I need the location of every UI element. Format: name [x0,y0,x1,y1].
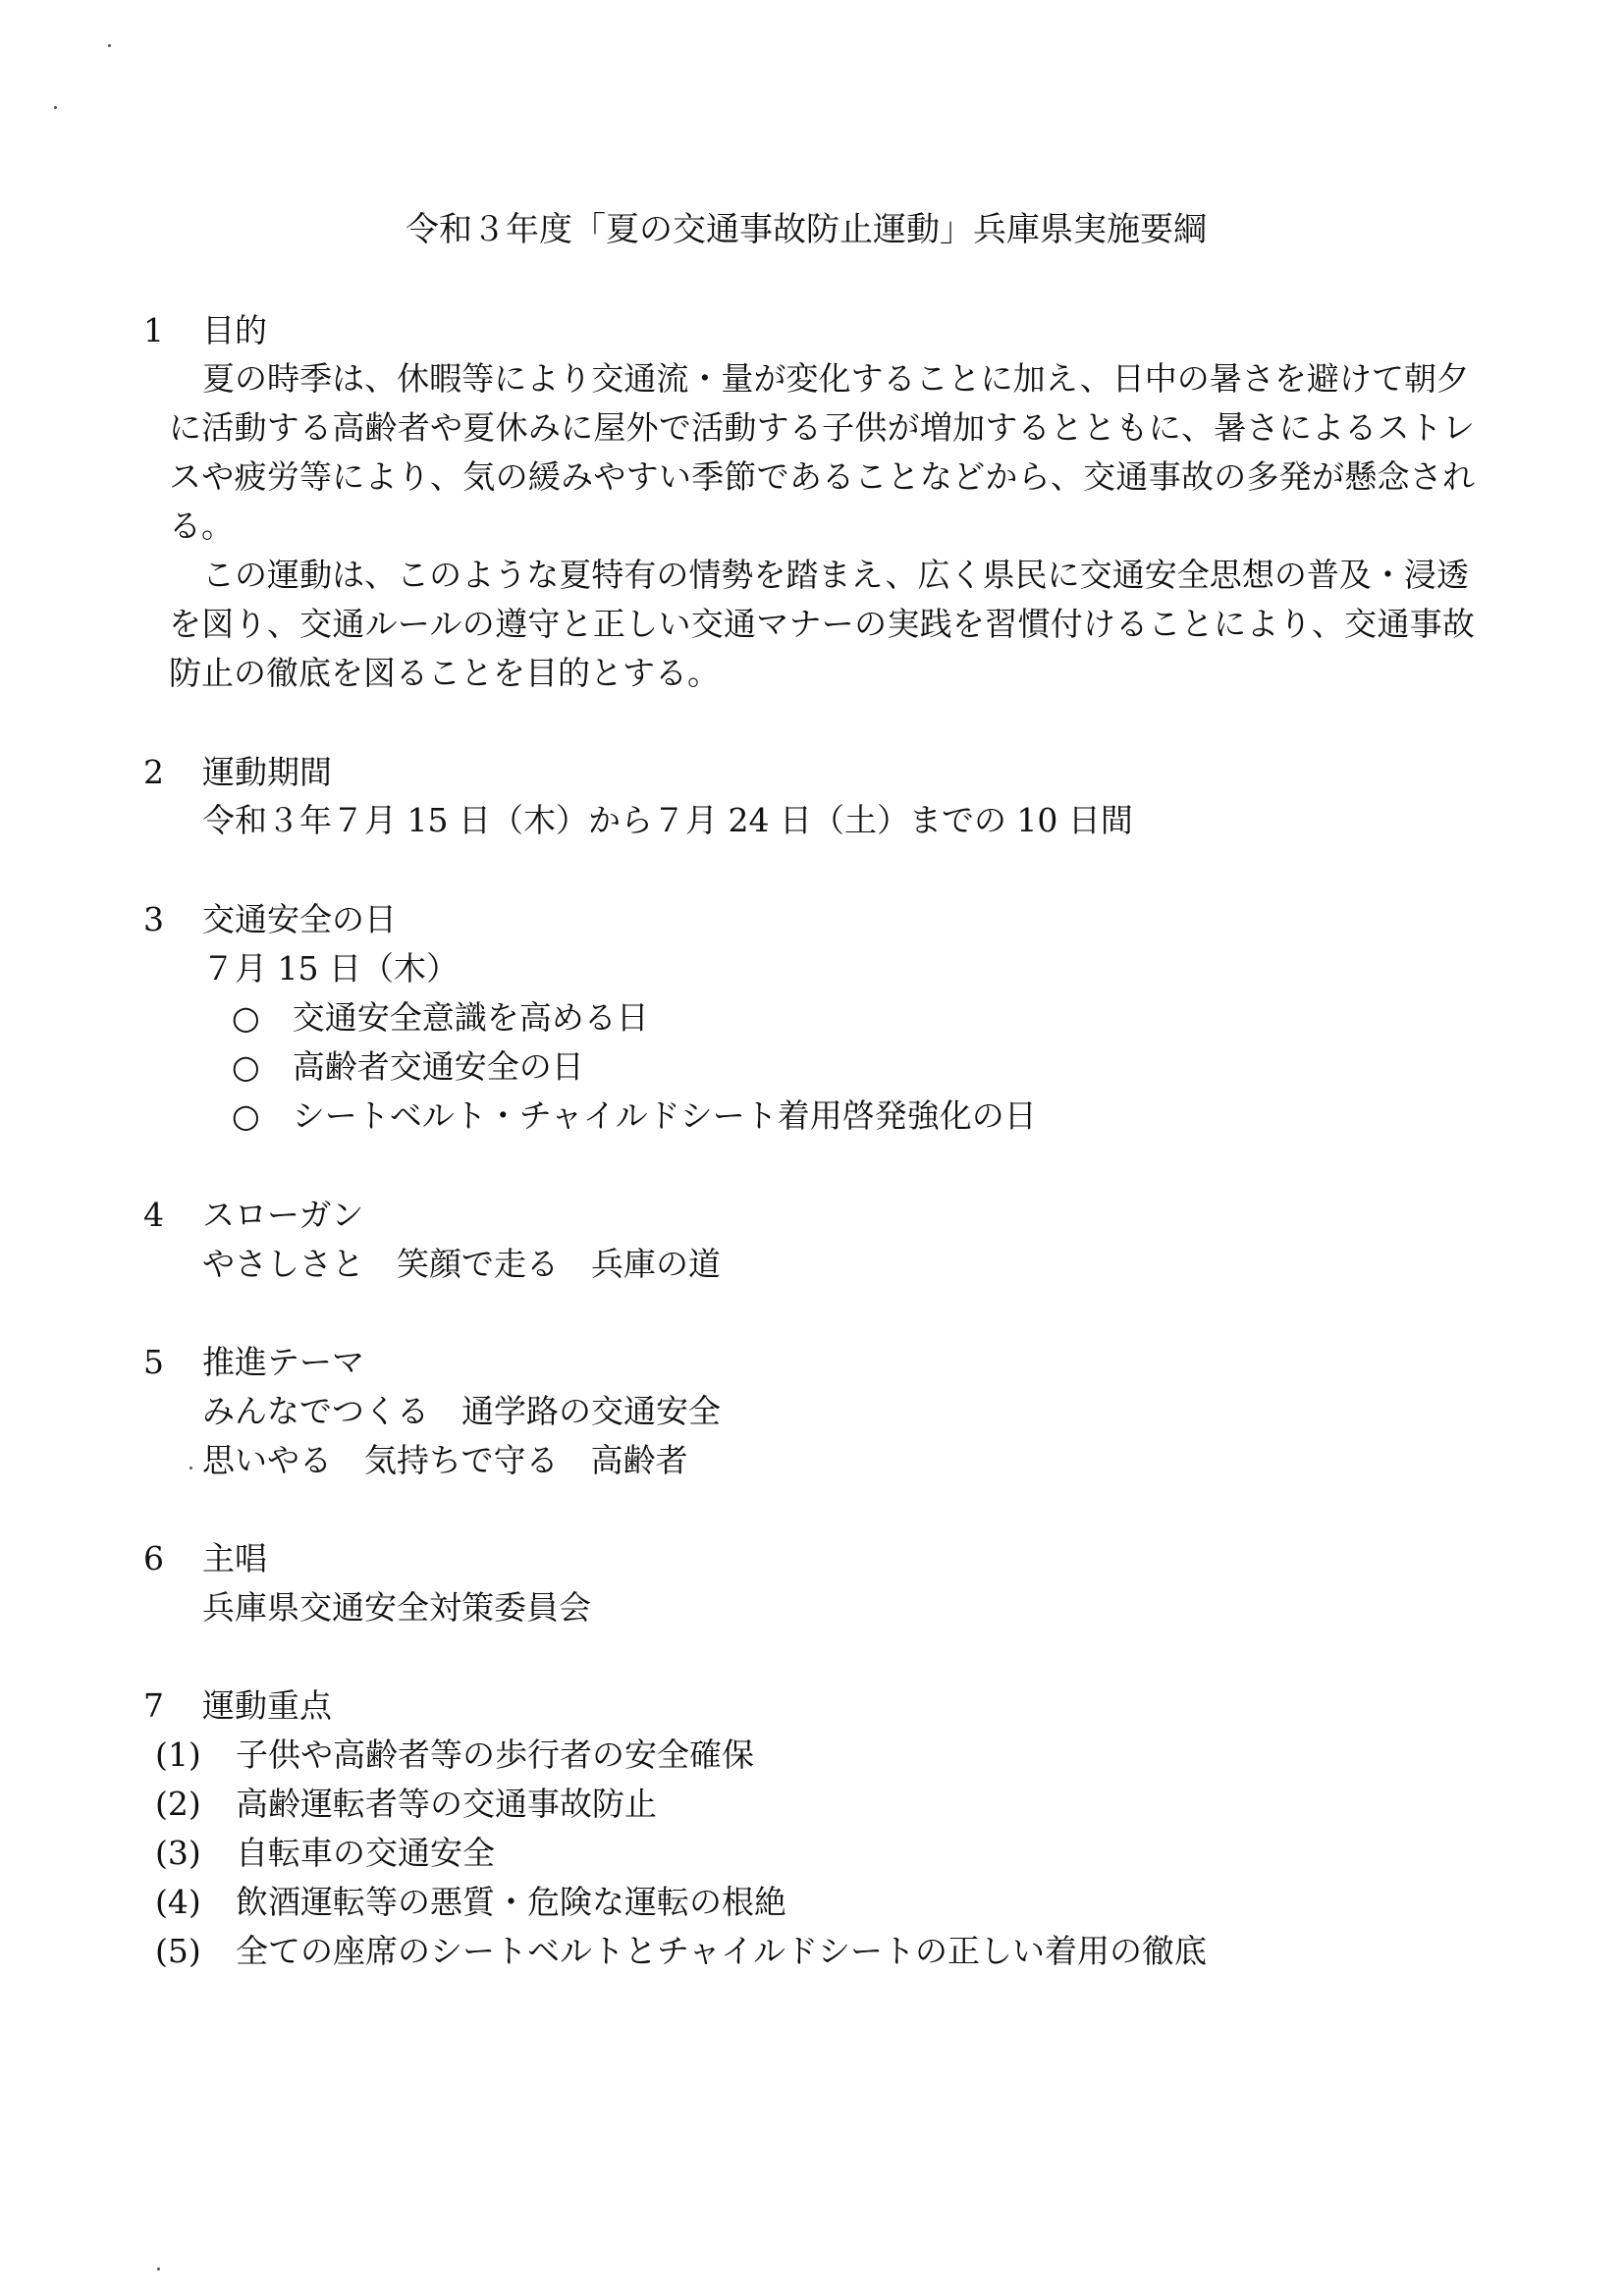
priority-text: 飲酒運転等の悪質・危険な運転の根絶 [236,1883,786,1921]
section-1-line: この運動は、このような夏特有の情勢を踏まえ、広く県民に交通安全思想の普及・浸透 [202,556,1469,594]
section-1-number: 1 [143,311,164,349]
section-7-heading: 運動重点 [202,1686,332,1725]
priority-number: (1) [155,1735,201,1774]
scan-speck [108,44,111,47]
priority-text: 全ての座席のシートベルトとチャイルドシートの正しい着用の徹底 [236,1932,1208,1970]
priority-number: (3) [155,1834,201,1872]
section-1-line: る。 [169,507,234,545]
priority-text: 子供や高齢者等の歩行者の安全確保 [236,1735,754,1774]
section-3-heading: 交通安全の日 [202,900,397,938]
safety-day-item: ○ シートベルト・チャイルドシート着用啓発強化の日 [232,1096,1037,1135]
priority-number: (5) [155,1932,201,1970]
section-2-number: 2 [143,753,164,791]
section-5-number: 5 [143,1343,164,1381]
section-1-heading: 目的 [202,311,267,349]
priority-text: 高齢運転者等の交通事故防止 [236,1785,657,1823]
section-7-number: 7 [143,1686,164,1725]
theme-line: みんなでつくる 通学路の交通安全 [202,1392,721,1430]
section-4-number: 4 [143,1196,164,1234]
scan-speck [157,2268,160,2270]
safety-day-item: ○ 交通安全意識を高める日 [232,998,649,1037]
section-5-heading: 推進テーマ [202,1343,364,1381]
priority-text: 自転車の交通安全 [236,1834,495,1872]
section-6-heading: 主唱 [202,1539,267,1577]
section-1-line: 夏の時季は、休暇等により交通流・量が変化することに加え、日中の暑さを避けて朝夕 [202,359,1469,398]
priority-number: (2) [155,1785,201,1823]
section-1-line: スや疲労等により、気の緩みやすい季節であることなどから、交通事故の多発が懸念され [169,457,1475,496]
section-3-number: 3 [143,900,164,938]
organizer: 兵庫県交通安全対策委員会 [202,1588,591,1627]
section-2-heading: 運動期間 [202,753,332,791]
campaign-period: 令和３年７月 15 日（木）から７月 24 日（土）までの 10 日間 [202,801,1133,839]
section-4-heading: スローガン [202,1196,364,1234]
section-1-line: に活動する高齢者や夏休みに屋外で活動する子供が増加するとともに、暑さによるストレ [169,408,1475,447]
document-title: 令和３年度「夏の交通事故防止運動」兵庫県実施要綱 [406,210,1207,249]
safety-day-item: ○ 高齢者交通安全の日 [232,1047,584,1086]
scan-speck [54,106,57,109]
slogan: やさしさと 笑顔で走る 兵庫の道 [202,1245,721,1283]
priority-number: (4) [155,1883,201,1921]
scan-speck [189,1467,192,1469]
section-1-line: 防止の徹底を図ることを目的とする。 [169,654,720,692]
theme-line: 思いやる 気持ちで守る 高齢者 [202,1441,688,1479]
safety-day-date: ７月 15 日（木） [202,949,459,988]
section-6-number: 6 [143,1539,164,1577]
section-1-line: を図り、交通ルールの遵守と正しい交通マナーの実践を習慣付けることにより、交通事故 [169,605,1475,643]
